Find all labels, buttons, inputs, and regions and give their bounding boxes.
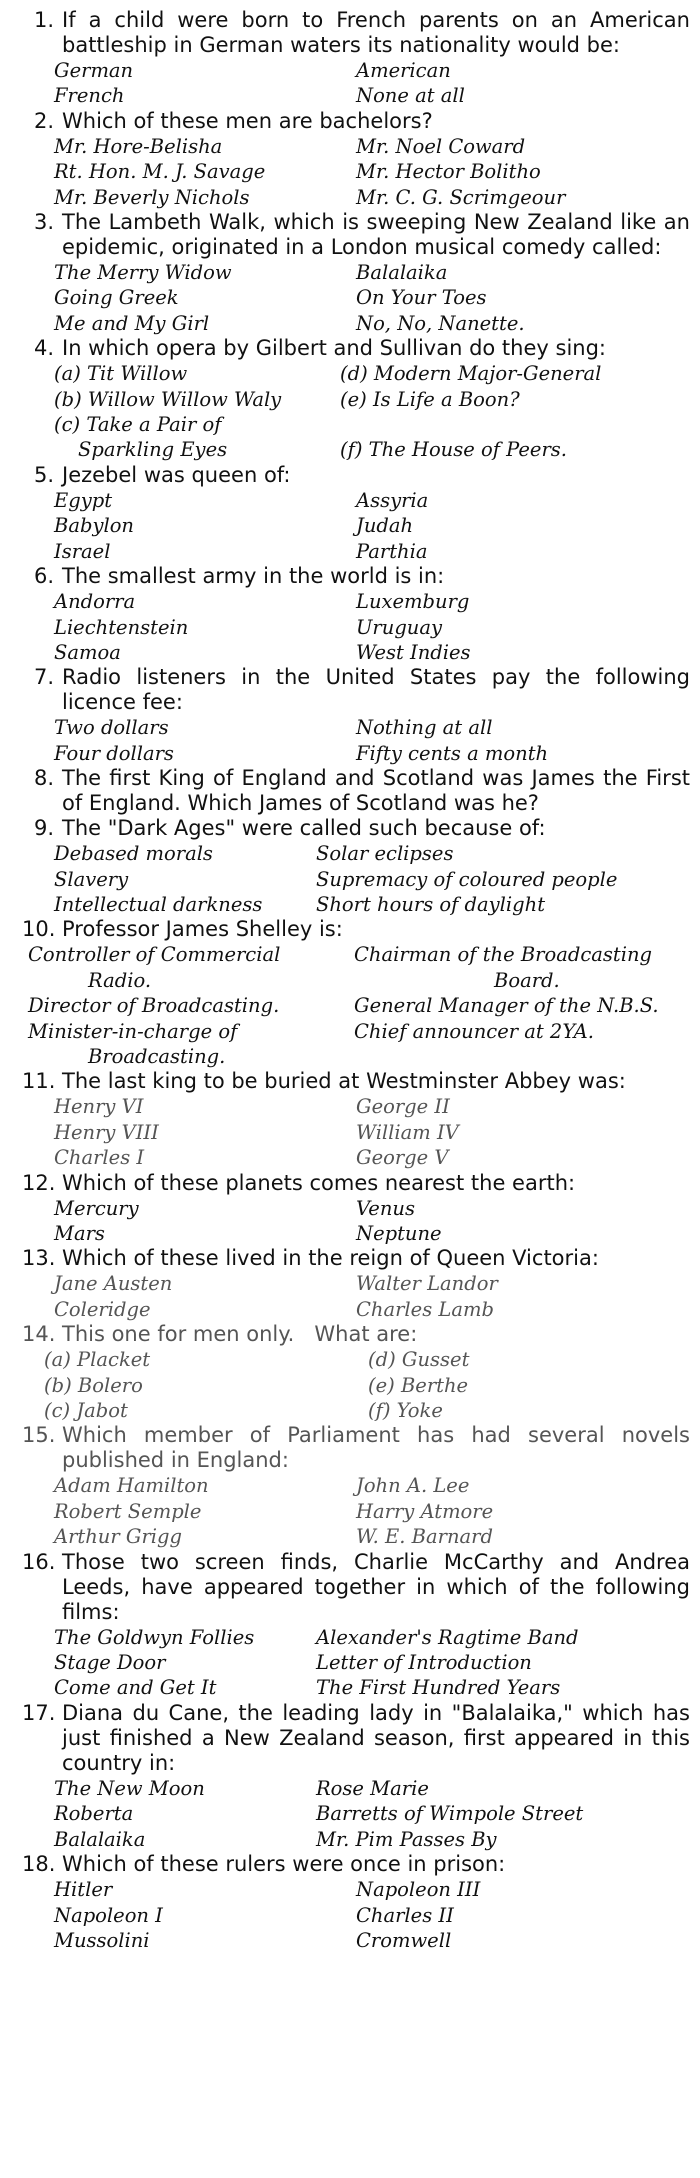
answer-option: Broadcasting. (88, 1044, 226, 1068)
answer-option: (a) Placket (44, 1348, 151, 1372)
question-text: The smallest army in the world is in: (62, 564, 445, 589)
answer-option: West Indies (356, 640, 471, 664)
answer-option: Nothing at all (356, 716, 493, 740)
question-number: 9. (33, 816, 54, 841)
answer-option: Robert Semple (54, 1499, 202, 1523)
question-5 (22, 463, 690, 564)
answer-option: Henry VIII (54, 1120, 159, 1144)
answer-option: Hitler (54, 1878, 113, 1902)
answer-option: Samoa (54, 640, 121, 664)
answer-option: (f) The House of Peers. (340, 438, 567, 462)
answer-option: Fifty cents a month (356, 741, 549, 765)
answer-option: Supremacy of coloured people (316, 867, 618, 891)
answer-option: (b) Bolero (44, 1373, 143, 1397)
answer-option: Mars (54, 1222, 105, 1245)
answer-option: William IV (356, 1120, 459, 1144)
answer-option: Solar eclipses (316, 842, 454, 866)
question-number: 3. (33, 210, 54, 235)
question-8 (22, 766, 690, 816)
question-text: The Lambeth Walk, which is sweeping New Zealand like an epidemic, originated in a London musical comedy called: (62, 210, 690, 260)
question-14 (22, 1322, 690, 1423)
answer-option: Charles Lamb (356, 1297, 494, 1321)
answer-option (340, 412, 690, 437)
question-text: The last king to be buried at Westminster Abbey was: (62, 1069, 626, 1094)
answer-option: Sparkling Eyes (78, 438, 228, 462)
answer-option: Roberta (54, 1802, 134, 1826)
answer-option: French (54, 84, 125, 108)
question-6 (22, 564, 690, 665)
answer-option: Arthur Grigg (54, 1525, 182, 1549)
answer-option: Neptune (356, 1222, 442, 1245)
question-number: 13. (22, 1246, 56, 1271)
answer-option: Coleridge (54, 1297, 151, 1321)
question-number: 18. (22, 1852, 56, 1877)
answer-option: John A. Lee (356, 1474, 470, 1498)
answer-option: Cromwell (356, 1928, 452, 1952)
answer-option: German (54, 59, 134, 82)
answer-option: (e) Berthe (368, 1373, 469, 1397)
answer-option: Walter Landor (356, 1272, 498, 1296)
answer-option: Come and Get It (54, 1676, 217, 1700)
answer-option: Going Greek (54, 286, 179, 310)
answer-option: George II (356, 1095, 450, 1119)
answer-option: (f) Yoke (368, 1399, 443, 1423)
question-number: 11. (22, 1069, 56, 1094)
question-text: If a child were born to French parents on an American battleship in German waters its nationality would be: (62, 8, 690, 57)
answer-option: Radio. (88, 968, 152, 992)
question-number: 7. (33, 665, 54, 690)
answer-option: Stage Door (54, 1651, 166, 1675)
question-10 (22, 917, 690, 1069)
answer-option: Me and My Girl (54, 311, 210, 335)
question-text: Radio listeners in the United States pay the following licence fee: (62, 665, 690, 715)
question-number: 1. (33, 8, 54, 32)
answer-option: Mr. Beverly Nichols (54, 185, 250, 209)
answer-option: W. E. Barnard (356, 1525, 493, 1549)
question-number: 14. (22, 1322, 56, 1347)
answer-option: (d) Gusset (368, 1348, 470, 1372)
question-number: 12. (22, 1170, 56, 1195)
answer-option: The New Moon (54, 1776, 205, 1800)
answer-option: Minister-in-charge of (28, 1019, 238, 1043)
answer-option: (e) Is Life a Boon? (340, 387, 520, 411)
question-text: Those two screen finds, Charlie McCarthy and Andrea Leeds, have appeared together in which of the following films: (62, 1549, 690, 1624)
answer-option: Mr. Pim Passes By (316, 1827, 497, 1851)
answer-option (354, 1044, 690, 1069)
answer-option: Luxemburg (356, 590, 470, 614)
answer-option: The Merry Widow (54, 261, 232, 285)
answer-option: Assyria (356, 488, 429, 512)
answer-option: Adam Hamilton (54, 1474, 209, 1498)
question-text: Which of these rulers were once in prison: (62, 1852, 506, 1877)
answer-option: The Goldwyn Follies (54, 1625, 255, 1649)
question-11 (22, 1069, 690, 1170)
question-3 (22, 210, 690, 336)
answer-option: Babylon (54, 514, 134, 538)
answer-option: Jane Austen (54, 1272, 173, 1296)
question-text: The "Dark Ages" were called such because of: (62, 816, 546, 841)
answer-option: Intellectual darkness (54, 892, 263, 916)
answer-option: The First Hundred Years (316, 1676, 561, 1700)
answer-option: Board. (494, 968, 560, 992)
answer-option: Napoleon I (54, 1903, 163, 1927)
question-text: Which of these lived in the reign of Queen Victoria: (62, 1246, 599, 1271)
answer-option: American (356, 59, 451, 82)
question-number: 2. (33, 108, 54, 133)
answer-option: Mr. Noel Coward (356, 134, 526, 158)
answer-option: Chairman of the Broadcasting (354, 943, 652, 967)
answer-option: Rt. Hon. M. J. Savage (54, 160, 266, 184)
answer-option: Short hours of daylight (316, 892, 546, 916)
question-18 (22, 1852, 690, 1953)
question-text: Which member of Parliament has had several novels published in England: (62, 1423, 690, 1473)
question-13 (22, 1246, 690, 1322)
answer-option: Mussolini (54, 1928, 150, 1952)
answer-option: Mr. Hector Bolitho (356, 160, 541, 184)
answer-option: Charles I (54, 1146, 145, 1170)
question-number: 10. (22, 917, 56, 942)
answer-option: Judah (356, 514, 414, 538)
question-text: Jezebel was queen of: (62, 462, 291, 487)
question-1 (22, 8, 690, 109)
answer-option: (d) Modern Major-General (340, 362, 602, 386)
answer-option: (a) Tit Willow (54, 362, 188, 386)
question-text: This one for men only. What are: (62, 1322, 418, 1347)
question-text: Professor James Shelley is: (62, 917, 343, 942)
question-9 (22, 816, 690, 917)
question-number: 5. (33, 462, 54, 487)
answer-option: Rose Marie (316, 1776, 429, 1800)
answer-option: Uruguay (356, 615, 442, 639)
question-number: 15. (22, 1423, 56, 1448)
answer-option: Balalaika (54, 1827, 146, 1851)
answer-option: (c) Jabot (44, 1399, 128, 1423)
answer-option: Mercury (54, 1196, 139, 1220)
answer-option: Parthia (356, 539, 428, 563)
answer-option: No, No, Nanette. (356, 311, 525, 335)
answer-option: Alexander's Ragtime Band (316, 1625, 579, 1649)
answer-option: (b) Willow Willow Waly (54, 387, 282, 411)
question-15 (22, 1423, 690, 1549)
answer-option: Venus (356, 1196, 415, 1220)
answer-option: Andorra (54, 590, 136, 614)
answer-option: Mr. C. G. Scrimgeour (356, 185, 566, 209)
question-text: In which opera by Gilbert and Sullivan do they sing: (62, 336, 606, 361)
question-number: 6. (33, 564, 54, 589)
answer-option: (c) Take a Pair of (54, 413, 222, 437)
answer-option: Liechtenstein (54, 615, 189, 639)
answer-option: Slavery (54, 867, 129, 891)
question-17 (22, 1701, 690, 1852)
question-16 (22, 1550, 690, 1701)
question-number: 8. (33, 766, 54, 791)
answer-option: Letter of Introduction (316, 1651, 532, 1675)
answer-option: Chief announcer at 2YA. (354, 1019, 594, 1043)
question-text: Which of these men are bachelors? (62, 108, 433, 133)
answer-option: Charles II (356, 1903, 454, 1927)
answer-option: Mr. Hore-Belisha (54, 134, 223, 158)
question-12 (22, 1171, 690, 1247)
question-2 (22, 109, 690, 210)
answer-option: Debased morals (54, 842, 213, 866)
question-text: The first King of England and Scotland was James the First of England. Which James of Scotland was he? (62, 766, 690, 816)
answer-option: George V (356, 1146, 449, 1170)
answer-option: On Your Toes (356, 286, 487, 310)
answer-option: None at all (356, 84, 465, 108)
answer-option: Two dollars (54, 716, 169, 740)
answer-option: Director of Broadcasting. (28, 994, 280, 1018)
answer-option: Barretts of Wimpole Street (316, 1802, 584, 1826)
question-4 (22, 336, 690, 463)
answer-option: Balalaika (356, 261, 448, 285)
question-number: 16. (22, 1549, 56, 1574)
answer-option: Napoleon III (356, 1878, 481, 1902)
question-text: Which of these planets comes nearest the earth: (62, 1170, 576, 1195)
answer-option: Egypt (54, 488, 113, 512)
question-text: Diana du Cane, the leading lady in "Balalaika," which has just finished a New Zealand season, first appeared in this country in: (62, 1700, 690, 1775)
answer-option: Henry VI (54, 1095, 144, 1119)
question-number: 17. (22, 1700, 56, 1725)
answer-option: Israel (54, 539, 111, 563)
question-7 (22, 665, 690, 766)
answer-option: Four dollars (54, 741, 174, 765)
answer-option: General Manager of the N.B.S. (354, 994, 659, 1018)
answer-option: Harry Atmore (356, 1499, 494, 1523)
answer-option: Controller of Commercial (28, 943, 281, 967)
question-number: 4. (33, 336, 54, 361)
